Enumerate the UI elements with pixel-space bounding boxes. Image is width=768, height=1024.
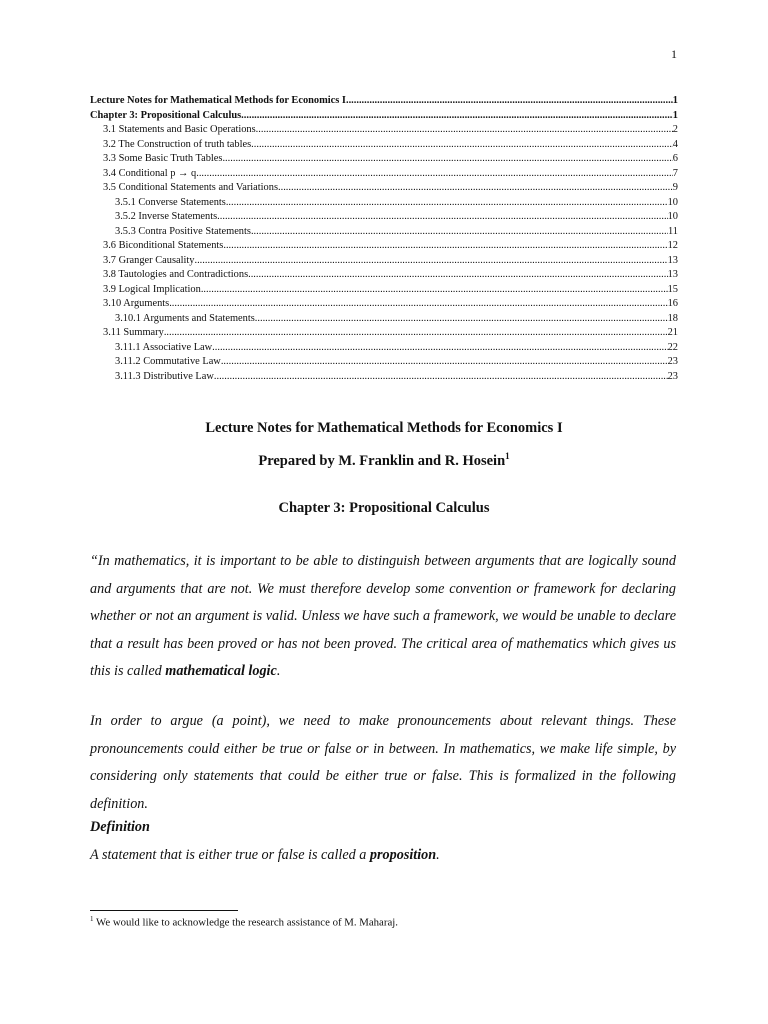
toc-entry-page: 9 [672,182,678,193]
footnote-rule [90,910,238,911]
intro-paragraph-end: . [276,663,281,680]
toc-entry[interactable] [90,268,678,283]
toc-entry-label: 3.10 Arguments [103,298,170,309]
intro-paragraph [90,548,676,686]
toc-leader-dots [278,181,673,196]
toc-entry-page: 23 [667,356,678,367]
toc-entry-page: 13 [667,269,678,280]
toc-entry[interactable] [90,370,678,385]
toc-entry-page: 1 [672,109,678,121]
toc-entry-label: 3.5.1 Converse Statements [115,196,226,208]
toc-entry-label: 3.1 Statements and Basic Operations [103,124,256,135]
toc-entry-page: 10 [667,211,678,222]
toc-leader-dots [212,341,667,356]
toc-entry-page: 12 [667,240,678,251]
toc-entry-label: 3.11 Summary [103,327,164,338]
toc-entry-page: 22 [667,341,678,353]
toc-entry-page: 21 [667,327,678,338]
toc-entry-label: 3.2 The Construction of truth tables [103,138,252,150]
toc-entry[interactable] [90,254,678,269]
toc-leader-dots [248,268,668,283]
toc-leader-dots [346,94,673,109]
table-of-contents [90,94,678,384]
intro-paragraph-bold-term: mathematical logic [165,663,277,680]
toc-entry-label: 3.10.1 Arguments and Statements [115,312,255,324]
toc-entry[interactable] [90,109,678,124]
toc-entry-label: Chapter 3: Propositional Calculus [90,109,242,121]
toc-leader-dots [251,138,673,153]
footnote [90,915,398,929]
page-number: 1 [671,47,677,61]
toc-entry-label: 3.11.3 Distributive Law [115,370,214,382]
toc-leader-dots [255,312,668,327]
toc-entry-label: 3.8 Tautologies and Contradictions [103,269,249,280]
toc-entry-page: 23 [667,370,678,382]
second-paragraph: In order to argue (a point), we need to make pronouncements about relevant things. These pronouncements could either be true or false or in between. In mathematics, we make life simple, by considering only statements that could be either true or false. This is formalized in the following definition. [90,713,676,812]
toc-leader-dots [221,355,668,370]
footnote-mark: 1 [90,915,94,923]
toc-leader-dots [241,109,673,124]
toc-entry[interactable] [90,123,678,138]
toc-leader-dots [226,196,668,211]
toc-entry[interactable] [90,283,678,298]
toc-entry-label: 3.3 Some Basic Truth Tables [103,153,223,164]
toc-leader-dots [256,123,673,138]
toc-entry-label: 3.4 Conditional p → q [103,167,197,179]
toc-entry-label: Lecture Notes for Mathematical Methods for Economics I [90,95,346,106]
toc-entry-label: 3.5.3 Contra Positive Statements [115,225,251,237]
toc-entry[interactable] [90,297,678,312]
document-authors [0,446,768,474]
toc-entry[interactable] [90,167,678,182]
toc-leader-dots [196,167,673,182]
toc-entry-label: 3.7 Granger Causality [103,254,195,266]
definition-bold-term: proposition [369,847,437,863]
toc-entry-label: 3.11.1 Associative Law [115,341,213,353]
toc-entry-page: 16 [667,298,678,309]
toc-entry[interactable] [90,196,678,211]
definition-heading: Definition [90,819,150,835]
toc-leader-dots [194,254,667,269]
toc-entry[interactable] [90,355,678,370]
toc-leader-dots [223,239,667,254]
toc-entry-page: 6 [672,153,678,164]
chapter-title: Chapter 3: Propositional Calculus [278,500,490,516]
toc-leader-dots [201,283,668,298]
toc-entry[interactable] [90,312,678,327]
toc-entry-page: 13 [667,254,678,266]
toc-leader-dots [222,152,672,167]
toc-leader-dots [217,210,667,225]
toc-entry[interactable] [90,181,678,196]
footnote-text: We would like to acknowledge the research assistance of M. Maharaj. [93,916,398,929]
toc-entry-label: 3.5.2 Inverse Statements [115,211,218,222]
toc-leader-dots [251,225,668,240]
toc-entry-page: 2 [672,124,678,135]
document-title-block [0,418,768,474]
toc-entry-page: 15 [667,283,678,295]
toc-entry-page: 11 [667,225,678,237]
definition-end: . [436,847,440,863]
toc-entry-page: 10 [667,196,678,208]
definition-text: A statement that is either true or false is called a [90,847,370,863]
toc-leader-dots [169,297,667,312]
toc-entry[interactable] [90,341,678,356]
toc-entry-page: 18 [667,312,678,324]
toc-entry[interactable] [90,239,678,254]
toc-entry[interactable] [90,152,678,167]
document-title: Lecture Notes for Mathematical Methods for Economics I [205,420,563,436]
footnote-reference[interactable]: 1 [505,451,510,461]
toc-entry[interactable] [90,225,678,240]
definition-paragraph [90,842,676,870]
toc-leader-dots [164,326,668,341]
toc-entry-page: 4 [672,138,678,150]
toc-entry-label: 3.11.2 Commutative Law [115,356,221,367]
toc-entry-label: 3.9 Logical Implication [103,283,201,295]
toc-entry-label: 3.5 Conditional Statements and Variations [103,182,278,193]
toc-leader-dots [214,370,668,385]
toc-entry-page: 1 [672,95,678,106]
toc-entry-label: 3.6 Biconditional Statements [103,240,224,251]
authors-text: Prepared by M. Franklin and R. Hosein [258,452,506,469]
toc-entry[interactable] [90,326,678,341]
toc-entry[interactable] [90,94,678,109]
toc-entry-page: 7 [672,167,678,179]
intro-paragraph-text: “In mathematics, it is important to be able to distinguish between arguments that are logically sound and arguments that are not. We must therefore develop some convention or framework for declaring whether or not an argument is valid. Unless we have such a framework, we would be unable to declare that a result has been proved or has not been proved. The critical area of mathematics which gives us this is called [90,553,676,680]
toc-entry[interactable] [90,210,678,225]
toc-entry[interactable] [90,138,678,153]
